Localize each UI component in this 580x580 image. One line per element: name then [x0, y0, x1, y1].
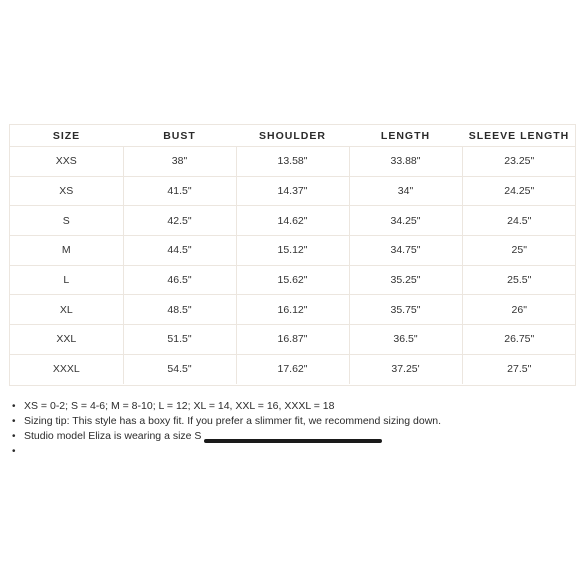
- cell-length: 35.25": [349, 265, 462, 295]
- cell-shoulder: 14.62": [236, 206, 349, 236]
- cell-shoulder: 13.58": [236, 147, 349, 177]
- cell-size: XL: [10, 295, 123, 325]
- cell-shoulder: 16.87": [236, 325, 349, 355]
- cell-bust: 38": [123, 147, 236, 177]
- cell-length: 35.75": [349, 295, 462, 325]
- cell-sleeve-length: 26.75": [462, 325, 576, 355]
- bullet-icon: •: [12, 446, 16, 457]
- cell-bust: 54.5": [123, 354, 236, 383]
- bullet-icon: •: [12, 431, 16, 442]
- cell-length: 34.25": [349, 206, 462, 236]
- cell-sleeve-length: 24.25": [462, 176, 576, 206]
- sizing-notes-list: [10, 399, 570, 457]
- header-bust: BUST: [123, 125, 236, 147]
- table-row: [10, 147, 576, 177]
- table-row: [10, 295, 576, 325]
- cell-bust: 44.5": [123, 236, 236, 266]
- cell-sleeve-length: 25": [462, 236, 576, 266]
- table-header-row: [10, 125, 576, 147]
- header-sleeve-length: SLEEVE LENGTH: [462, 125, 576, 147]
- cell-size: XS: [10, 176, 123, 206]
- cell-length: 37.25': [349, 354, 462, 383]
- header-shoulder: SHOULDER: [236, 125, 349, 147]
- table-row: [10, 354, 576, 383]
- cell-size: S: [10, 206, 123, 236]
- table-row: [10, 176, 576, 206]
- cell-length: 33.88": [349, 147, 462, 177]
- cell-bust: 42.5": [123, 206, 236, 236]
- cell-size: L: [10, 265, 123, 295]
- cell-bust: 48.5": [123, 295, 236, 325]
- cell-sleeve-length: 26": [462, 295, 576, 325]
- scroll-indicator[interactable]: [204, 439, 382, 443]
- cell-size: XXS: [10, 147, 123, 177]
- cell-shoulder: 15.62": [236, 265, 349, 295]
- header-length: LENGTH: [349, 125, 462, 147]
- bullet-icon: •: [12, 401, 16, 412]
- model-size-note: Studio model Eliza is wearing a size S: [24, 430, 202, 442]
- cell-shoulder: 17.62": [236, 354, 349, 383]
- table-row: [10, 236, 576, 266]
- header-size: SIZE: [10, 125, 123, 147]
- table-row: [10, 265, 576, 295]
- cell-size: M: [10, 236, 123, 266]
- size-chart-table: [9, 124, 576, 386]
- cell-shoulder: 15.12": [236, 236, 349, 266]
- cell-bust: 41.5": [123, 176, 236, 206]
- cell-length: 34": [349, 176, 462, 206]
- cell-size: XXL: [10, 325, 123, 355]
- table-row: [10, 325, 576, 355]
- cell-size: XXXL: [10, 354, 123, 383]
- cell-sleeve-length: 25.5": [462, 265, 576, 295]
- cell-sleeve-length: 27.5": [507, 363, 532, 376]
- cell-length: 34.75": [349, 236, 462, 266]
- sizing-tip-note: Sizing tip: This style has a boxy fit. If you prefer a slimmer fit, we recommend sizing down.: [24, 415, 442, 427]
- cell-sleeve-length: 23.25": [462, 147, 576, 177]
- cell-length: 36.5": [349, 325, 462, 355]
- cell-sleeve-length: 24.5": [462, 206, 576, 236]
- cell-bust: 46.5": [123, 265, 236, 295]
- bullet-icon: •: [12, 416, 16, 427]
- size-conversion-note: XS = 0-2; S = 4-6; M = 8-10; L = 12; XL = 14, XXL = 16, XXXL = 18: [24, 400, 335, 412]
- list-item: [10, 414, 570, 429]
- table-row: [10, 206, 576, 236]
- list-item: [10, 399, 570, 414]
- cell-shoulder: 14.37": [236, 176, 349, 206]
- cell-bust: 51.5": [123, 325, 236, 355]
- cell-shoulder: 16.12": [236, 295, 349, 325]
